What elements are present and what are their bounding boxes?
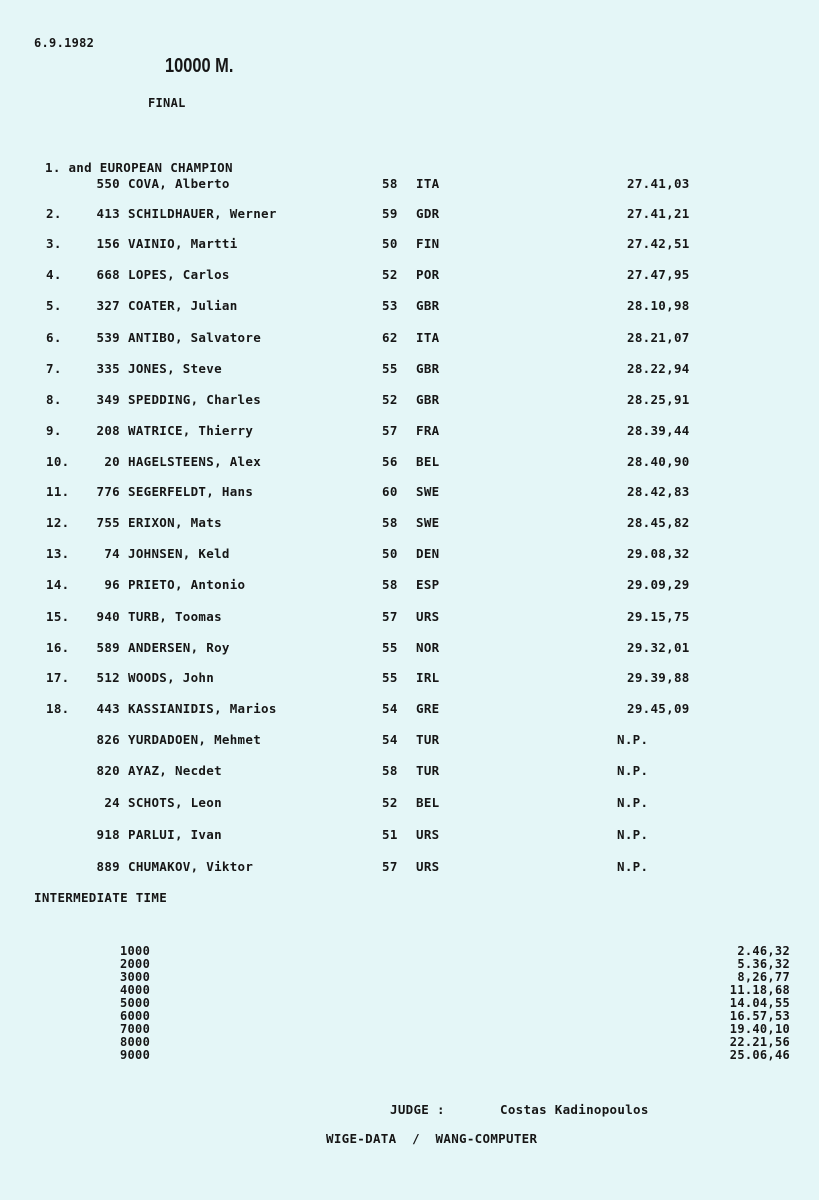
result-rank: 12. — [46, 515, 70, 530]
result-bib: 24 — [104, 795, 120, 810]
split-distance: 3000 — [120, 970, 151, 984]
result-athlete-name: SEGERFELDT, Hans — [128, 484, 254, 499]
result-bib: 889 — [96, 859, 120, 874]
result-athlete-name: ANTIBO, Salvatore — [128, 330, 262, 345]
result-rank: 6. — [46, 330, 62, 345]
result-nation: GBR — [416, 361, 440, 376]
result-time: 27.47,95 — [627, 267, 690, 282]
result-athlete-name: PARLUI, Ivan — [128, 827, 222, 842]
result-bib: 918 — [96, 827, 120, 842]
result-nation: ITA — [416, 330, 440, 345]
result-row — [0, 423, 819, 441]
result-row — [0, 546, 819, 564]
split-distance: 7000 — [120, 1022, 151, 1036]
result-nation: TUR — [416, 763, 440, 778]
result-rank: 11. — [46, 484, 70, 499]
result-bib: 349 — [96, 392, 120, 407]
result-birth-year: 53 — [382, 298, 398, 313]
result-time: 29.08,32 — [627, 546, 690, 561]
result-birth-year: 55 — [382, 640, 398, 655]
result-birth-year: 56 — [382, 454, 398, 469]
split-time: 11.18,68 — [729, 983, 790, 997]
judge-name: Costas Kadinopoulos — [500, 1102, 649, 1117]
result-birth-year: 52 — [382, 392, 398, 407]
result-time: 29.39,88 — [627, 670, 690, 685]
result-athlete-name: SCHOTS, Leon — [128, 795, 222, 810]
result-rank: 15. — [46, 609, 70, 624]
champion-note: 1. and EUROPEAN CHAMPION — [45, 160, 233, 175]
split-time: 25.06,46 — [729, 1048, 790, 1062]
result-row — [0, 577, 819, 595]
split-distance: 5000 — [120, 996, 151, 1010]
result-time: 29.45,09 — [627, 701, 690, 716]
split-distance: 8000 — [120, 1035, 151, 1049]
result-time: 28.39,44 — [627, 423, 690, 438]
result-time: 28.21,07 — [627, 330, 690, 345]
result-birth-year: 62 — [382, 330, 398, 345]
result-rank: 13. — [46, 546, 70, 561]
result-bib: 668 — [96, 267, 120, 282]
result-not-placed: N.P. — [617, 859, 649, 874]
result-bib: 589 — [96, 640, 120, 655]
result-athlete-name: WOODS, John — [128, 670, 215, 685]
result-time: 28.25,91 — [627, 392, 690, 407]
result-birth-year: 59 — [382, 206, 398, 221]
result-time: 29.09,29 — [627, 577, 690, 592]
result-bib: 940 — [96, 609, 120, 624]
result-rank: 10. — [46, 454, 70, 469]
split-row — [0, 1049, 819, 1062]
result-birth-year: 54 — [382, 732, 398, 747]
result-athlete-name: COVA, Alberto — [128, 176, 230, 191]
result-athlete-name: YURDADOEN, Mehmet — [128, 732, 262, 747]
result-bib: 20 — [104, 454, 120, 469]
result-birth-year: 57 — [382, 609, 398, 624]
split-time: 14.04,55 — [729, 996, 790, 1010]
result-row — [0, 298, 819, 316]
result-athlete-name: VAINIO, Martti — [128, 236, 238, 251]
result-birth-year: 54 — [382, 701, 398, 716]
result-rank: 5. — [46, 298, 62, 313]
result-athlete-name: AYAZ, Necdet — [128, 763, 222, 778]
result-row — [0, 361, 819, 379]
result-birth-year: 57 — [382, 859, 398, 874]
result-athlete-name: CHUMAKOV, Viktor — [128, 859, 254, 874]
split-distance: 6000 — [120, 1009, 151, 1023]
result-bib: 776 — [96, 484, 120, 499]
result-athlete-name: HAGELSTEENS, Alex — [128, 454, 262, 469]
result-bib: 208 — [96, 423, 120, 438]
split-distance: 2000 — [120, 957, 151, 971]
result-row — [0, 330, 819, 348]
result-athlete-name: WATRICE, Thierry — [128, 423, 254, 438]
split-time: 16.57,53 — [729, 1009, 790, 1023]
split-time: 2.46,32 — [737, 944, 790, 958]
result-row — [0, 484, 819, 502]
result-bib: 156 — [96, 236, 120, 251]
result-nation: ESP — [416, 577, 440, 592]
result-bib: 96 — [104, 577, 120, 592]
split-time: 22.21,56 — [729, 1035, 790, 1049]
split-time: 8,26,77 — [737, 970, 790, 984]
result-birth-year: 52 — [382, 267, 398, 282]
result-time: 27.41,21 — [627, 206, 690, 221]
result-rank: 4. — [46, 267, 62, 282]
result-birth-year: 57 — [382, 423, 398, 438]
result-bib: 443 — [96, 701, 120, 716]
result-nation: URS — [416, 827, 440, 842]
split-time: 19.40,10 — [729, 1022, 790, 1036]
result-row — [0, 827, 819, 845]
result-birth-year: 58 — [382, 176, 398, 191]
result-nation: GBR — [416, 298, 440, 313]
result-bib: 335 — [96, 361, 120, 376]
result-bib: 755 — [96, 515, 120, 530]
result-birth-year: 58 — [382, 577, 398, 592]
result-not-placed: N.P. — [617, 795, 649, 810]
result-row — [0, 206, 819, 224]
result-nation: ITA — [416, 176, 440, 191]
result-bib: 550 — [96, 176, 120, 191]
event-title: 10000 M. — [165, 55, 234, 77]
result-nation: URS — [416, 609, 440, 624]
result-bib: 826 — [96, 732, 120, 747]
result-row — [0, 640, 819, 658]
result-athlete-name: LOPES, Carlos — [128, 267, 230, 282]
result-time: 28.40,90 — [627, 454, 690, 469]
split-distance: 9000 — [120, 1048, 151, 1062]
result-nation: FIN — [416, 236, 440, 251]
result-time: 28.22,94 — [627, 361, 690, 376]
result-nation: NOR — [416, 640, 440, 655]
result-birth-year: 58 — [382, 763, 398, 778]
result-nation: POR — [416, 267, 440, 282]
result-athlete-name: KASSIANIDIS, Marios — [128, 701, 277, 716]
event-date: 6.9.1982 — [34, 36, 95, 50]
result-rank: 14. — [46, 577, 70, 592]
result-time: 28.10,98 — [627, 298, 690, 313]
result-birth-year: 52 — [382, 795, 398, 810]
split-distance: 4000 — [120, 983, 151, 997]
result-bib: 327 — [96, 298, 120, 313]
result-not-placed: N.P. — [617, 827, 649, 842]
result-athlete-name: COATER, Julian — [128, 298, 238, 313]
result-rank: 18. — [46, 701, 70, 716]
result-row — [0, 732, 819, 750]
result-birth-year: 60 — [382, 484, 398, 499]
result-time: 28.45,82 — [627, 515, 690, 530]
result-nation: URS — [416, 859, 440, 874]
result-row — [0, 267, 819, 285]
result-nation: GDR — [416, 206, 440, 221]
result-birth-year: 55 — [382, 670, 398, 685]
result-bib: 413 — [96, 206, 120, 221]
result-birth-year: 58 — [382, 515, 398, 530]
result-birth-year: 50 — [382, 236, 398, 251]
result-rank: 8. — [46, 392, 62, 407]
result-athlete-name: JONES, Steve — [128, 361, 222, 376]
result-time: 27.41,03 — [627, 176, 690, 191]
result-time: 29.32,01 — [627, 640, 690, 655]
result-bib: 74 — [104, 546, 120, 561]
result-nation: DEN — [416, 546, 440, 561]
result-athlete-name: ANDERSEN, Roy — [128, 640, 230, 655]
result-time: 28.42,83 — [627, 484, 690, 499]
result-row — [0, 454, 819, 472]
result-rank: 17. — [46, 670, 70, 685]
result-birth-year: 51 — [382, 827, 398, 842]
result-nation: TUR — [416, 732, 440, 747]
result-row — [0, 859, 819, 877]
result-not-placed: N.P. — [617, 763, 649, 778]
result-rank: 3. — [46, 236, 62, 251]
result-nation: GBR — [416, 392, 440, 407]
result-athlete-name: PRIETO, Antonio — [128, 577, 246, 592]
result-row — [0, 236, 819, 254]
judge-label: JUDGE : — [390, 1102, 445, 1117]
result-row — [0, 795, 819, 813]
result-nation: IRL — [416, 670, 440, 685]
result-rank: 9. — [46, 423, 62, 438]
result-athlete-name: SPEDDING, Charles — [128, 392, 262, 407]
result-time: 29.15,75 — [627, 609, 690, 624]
round-label: FINAL — [148, 96, 186, 110]
result-nation: GRE — [416, 701, 440, 716]
result-birth-year: 55 — [382, 361, 398, 376]
result-row — [0, 609, 819, 627]
result-nation: SWE — [416, 484, 440, 499]
result-nation: FRA — [416, 423, 440, 438]
result-nation: SWE — [416, 515, 440, 530]
result-nation: BEL — [416, 795, 440, 810]
result-athlete-name: TURB, Toomas — [128, 609, 222, 624]
split-distance: 1000 — [120, 944, 151, 958]
result-athlete-name: SCHILDHAUER, Werner — [128, 206, 277, 221]
result-row — [0, 392, 819, 410]
result-nation: BEL — [416, 454, 440, 469]
result-row — [0, 763, 819, 781]
result-row — [0, 515, 819, 533]
footer-credit: WIGE-DATA / WANG-COMPUTER — [326, 1131, 538, 1146]
result-athlete-name: JOHNSEN, Keld — [128, 546, 230, 561]
result-row — [0, 176, 819, 194]
intermediate-title: INTERMEDIATE TIME — [34, 890, 168, 905]
split-time: 5.36,32 — [737, 957, 790, 971]
result-bib: 539 — [96, 330, 120, 345]
result-time: 27.42,51 — [627, 236, 690, 251]
result-birth-year: 50 — [382, 546, 398, 561]
result-row — [0, 701, 819, 719]
result-not-placed: N.P. — [617, 732, 649, 747]
result-rank: 7. — [46, 361, 62, 376]
result-bib: 820 — [96, 763, 120, 778]
result-athlete-name: ERIXON, Mats — [128, 515, 222, 530]
result-row — [0, 670, 819, 688]
result-bib: 512 — [96, 670, 120, 685]
result-rank: 16. — [46, 640, 70, 655]
result-rank: 2. — [46, 206, 62, 221]
